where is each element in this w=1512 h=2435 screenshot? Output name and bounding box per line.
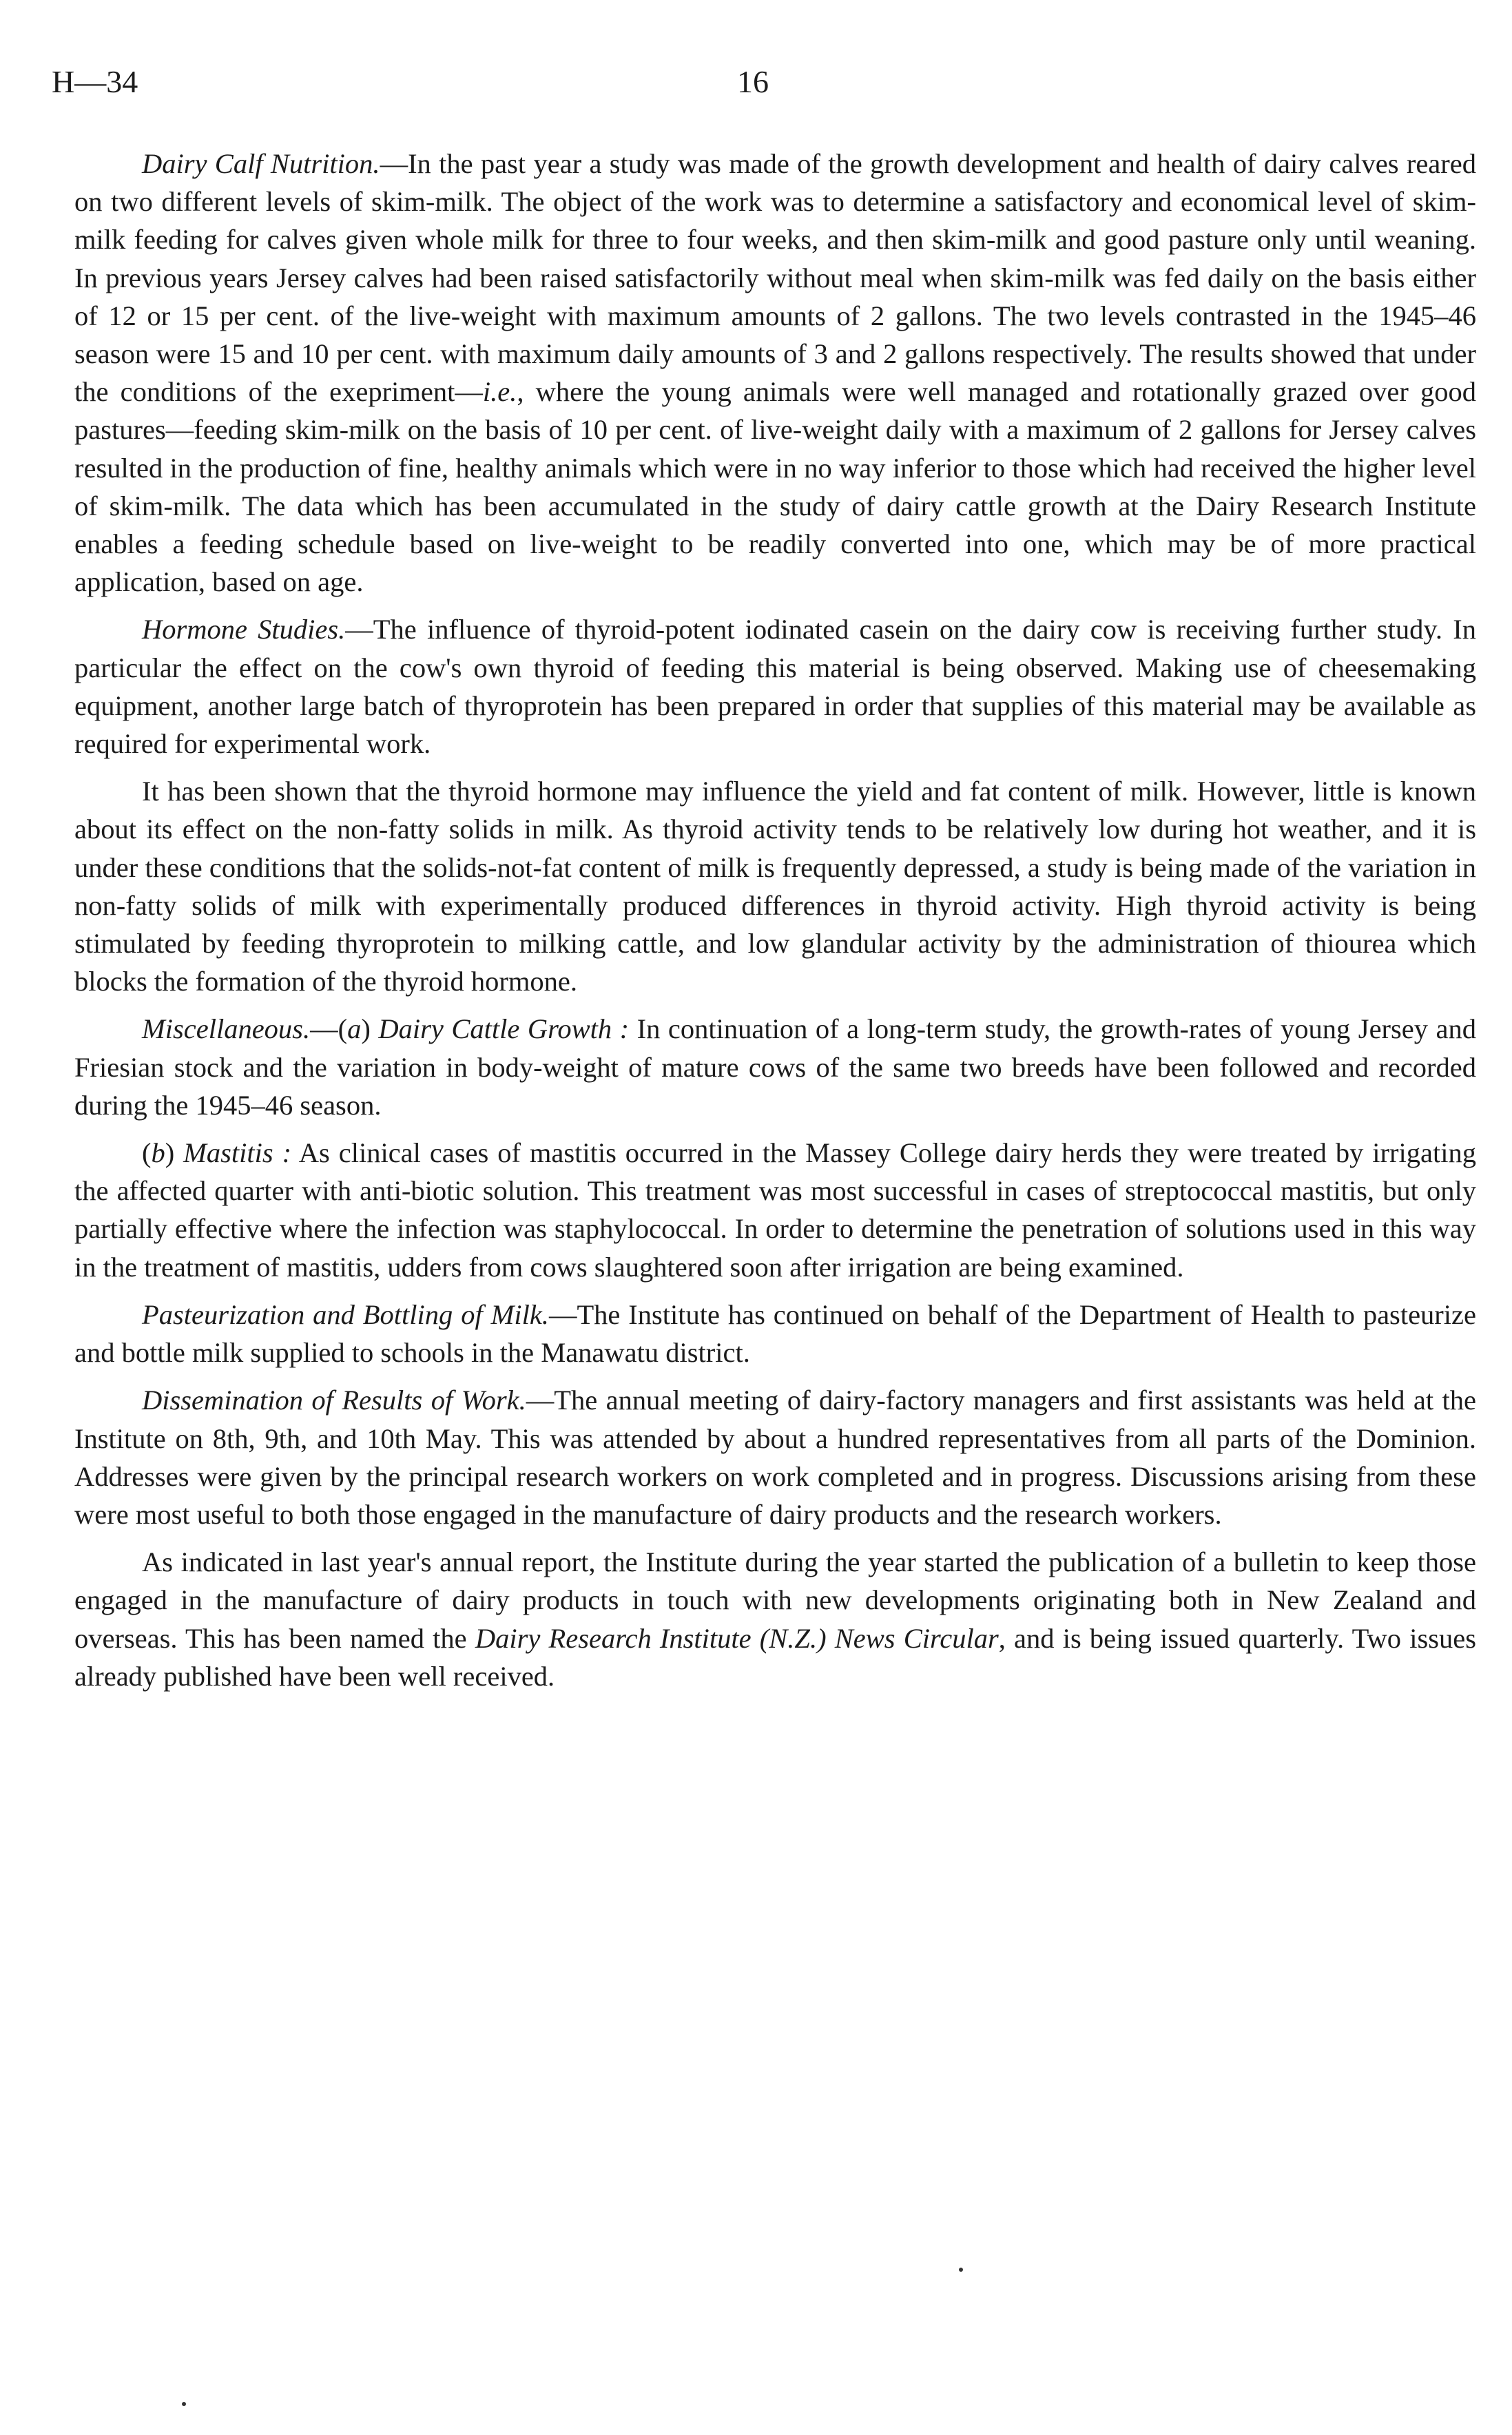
paragraph-text: As indicated in last year's annual report, the Institute during the year started the publication of a bulletin to keep those engaged in the manufacture of dairy products in touch with new developments originating both in New Zealand and overseas. This has been named the: [74, 1546, 1476, 1654]
body-text: [74, 145, 1476, 1705]
abbreviation-ie: i.e.: [482, 376, 517, 408]
paragraph-text: —The annual meeting of dairy-factory managers and first assistants was held at the Institute on 8th, 9th, and 10th May. This was attended by about a hundred representatives from all parts of the Dominion. Addresses were given by the principal research workers on work completed and in progress. Discussions arising from these were most useful to both those engaged in the manufacture of dairy products and the research workers.: [74, 1385, 1476, 1530]
heading-dairy-calf-nutrition: Dairy Calf Nutrition.: [142, 148, 380, 179]
punctuation: —(: [310, 1013, 348, 1045]
item-label: b: [151, 1137, 165, 1169]
paragraph-bulletin: [74, 1543, 1476, 1695]
heading-mastitis: Mastitis :: [183, 1137, 292, 1169]
paragraph-thyroid: [74, 772, 1476, 1000]
heading-pasteurization: Pasteurization and Bottling of Milk.: [142, 1298, 549, 1330]
paragraph-text: —The Institute has continued on behalf of the Department of Health to pasteurize and bottle milk supplied to schools in the Manawatu district.: [74, 1298, 1476, 1369]
heading-miscellaneous: Miscellaneous.: [142, 1013, 311, 1045]
paragraph-dissemination: [74, 1381, 1476, 1533]
paragraph-text: , where the young animals were well managed and rotationally grazed over good pastures—feeding skim-milk on the basis of 10 per cent. of live-weight daily with a maximum of 2 gallons for Jersey calves resulted in the production of fine, healthy animals which were in no way inferior to those which had received the higher level of skim-milk. The data which has been accumulated in the study of dairy cattle growth at the Dairy Research Institute enables a feeding schedule based on live-weight to be readily converted into one, which may be of more practical application, based on age.: [74, 376, 1476, 598]
punctuation: ): [361, 1013, 379, 1045]
subheading-dairy-cattle-growth: Dairy Cattle Growth :: [378, 1013, 630, 1045]
paragraph-text: It has been shown that the thyroid hormone may influence the yield and fat content of milk. However, little is known about its effect on the non-fatty solids in milk. As thyroid activity tends to be relatively low during hot weather, and it is under these conditions that the solids-not-fat content of milk is frequently depressed, a study is being made of the variation in non-fatty solids of milk with experimentally produced differences in thyroid activity. High thyroid activity is being stimulated by feeding thyroprotein to milking cattle, and low glandular activity by the administration of thiourea which blocks the formation of the thyroid hormone.: [74, 776, 1476, 997]
scan-speck: [182, 2402, 186, 2406]
document-code: H—34: [52, 64, 138, 99]
paragraph-mastitis: [74, 1134, 1476, 1286]
page-header: [0, 63, 1512, 112]
paragraph-text: , and is being issued quarterly. Two issues already published have been well received.: [74, 1622, 1476, 1692]
paragraph-text: In continuation of a long-term study, the growth-rates of young Jersey and Friesian stock and the variation in body-weight of mature cows of the same two breeds have been followed and recorded during the 1945–46 season.: [74, 1013, 1477, 1121]
page-number: 16: [737, 64, 769, 99]
paragraph-hormone-studies: [74, 610, 1476, 763]
heading-hormone-studies: Hormone Studies.: [142, 614, 346, 645]
paragraph-text: As clinical cases of mastitis occurred in the Massey College dairy herds they were treated by irrigating the affected quarter with anti-biotic solution. This treatment was most successful in cases of streptococcal mastitis, but only partially effective where the infection was staphylococcal. In order to determine the penetration of solutions used in this way in the treatment of mastitis, udders from cows slaughtered soon after irrigation are being examined.: [74, 1137, 1476, 1283]
heading-dissemination: Dissemination of Results of Work.: [142, 1385, 526, 1416]
scan-speck: [959, 2268, 963, 2272]
paragraph-miscellaneous: [74, 1010, 1476, 1124]
item-label: a: [347, 1013, 362, 1045]
paragraph-text: —In the past year a study was made of the growth development and health of dairy calves reared on two different levels of skim-milk. The object of the work was to determine a satisfactory and economical level of skim-milk feeding for calves given whole milk for three to four weeks, and then skim-milk and good pasture only until weaning. In previous years Jersey calves had been raised satisfactorily without meal when skim-milk was fed daily on the basis either of 12 or 15 per cent. of the live-weight with maximum amounts of 2 gallons. The two levels contrasted in the 1945–46 season were 15 and 10 per cent. with maximum daily amounts of 3 and 2 gallons respectively. The results showed that under the conditions of the exepriment—: [74, 148, 1476, 408]
paragraph-pasteurization: [74, 1296, 1476, 1371]
punctuation: ): [165, 1137, 184, 1169]
publication-title: Dairy Research Institute (N.Z.) News Circular: [475, 1622, 999, 1654]
paragraph-text: —The influence of thyroid-potent iodinated casein on the dairy cow is receiving further study. In particular the effect on the cow's own thyroid of feeding this material is being observed. Making use of cheesemaking equipment, another large batch of thyroprotein has been prepared in order that supplies of this material may be available as required for experimental work.: [74, 614, 1476, 760]
punctuation: (: [142, 1137, 152, 1169]
paragraph-dairy-calf-nutrition: [74, 145, 1476, 601]
